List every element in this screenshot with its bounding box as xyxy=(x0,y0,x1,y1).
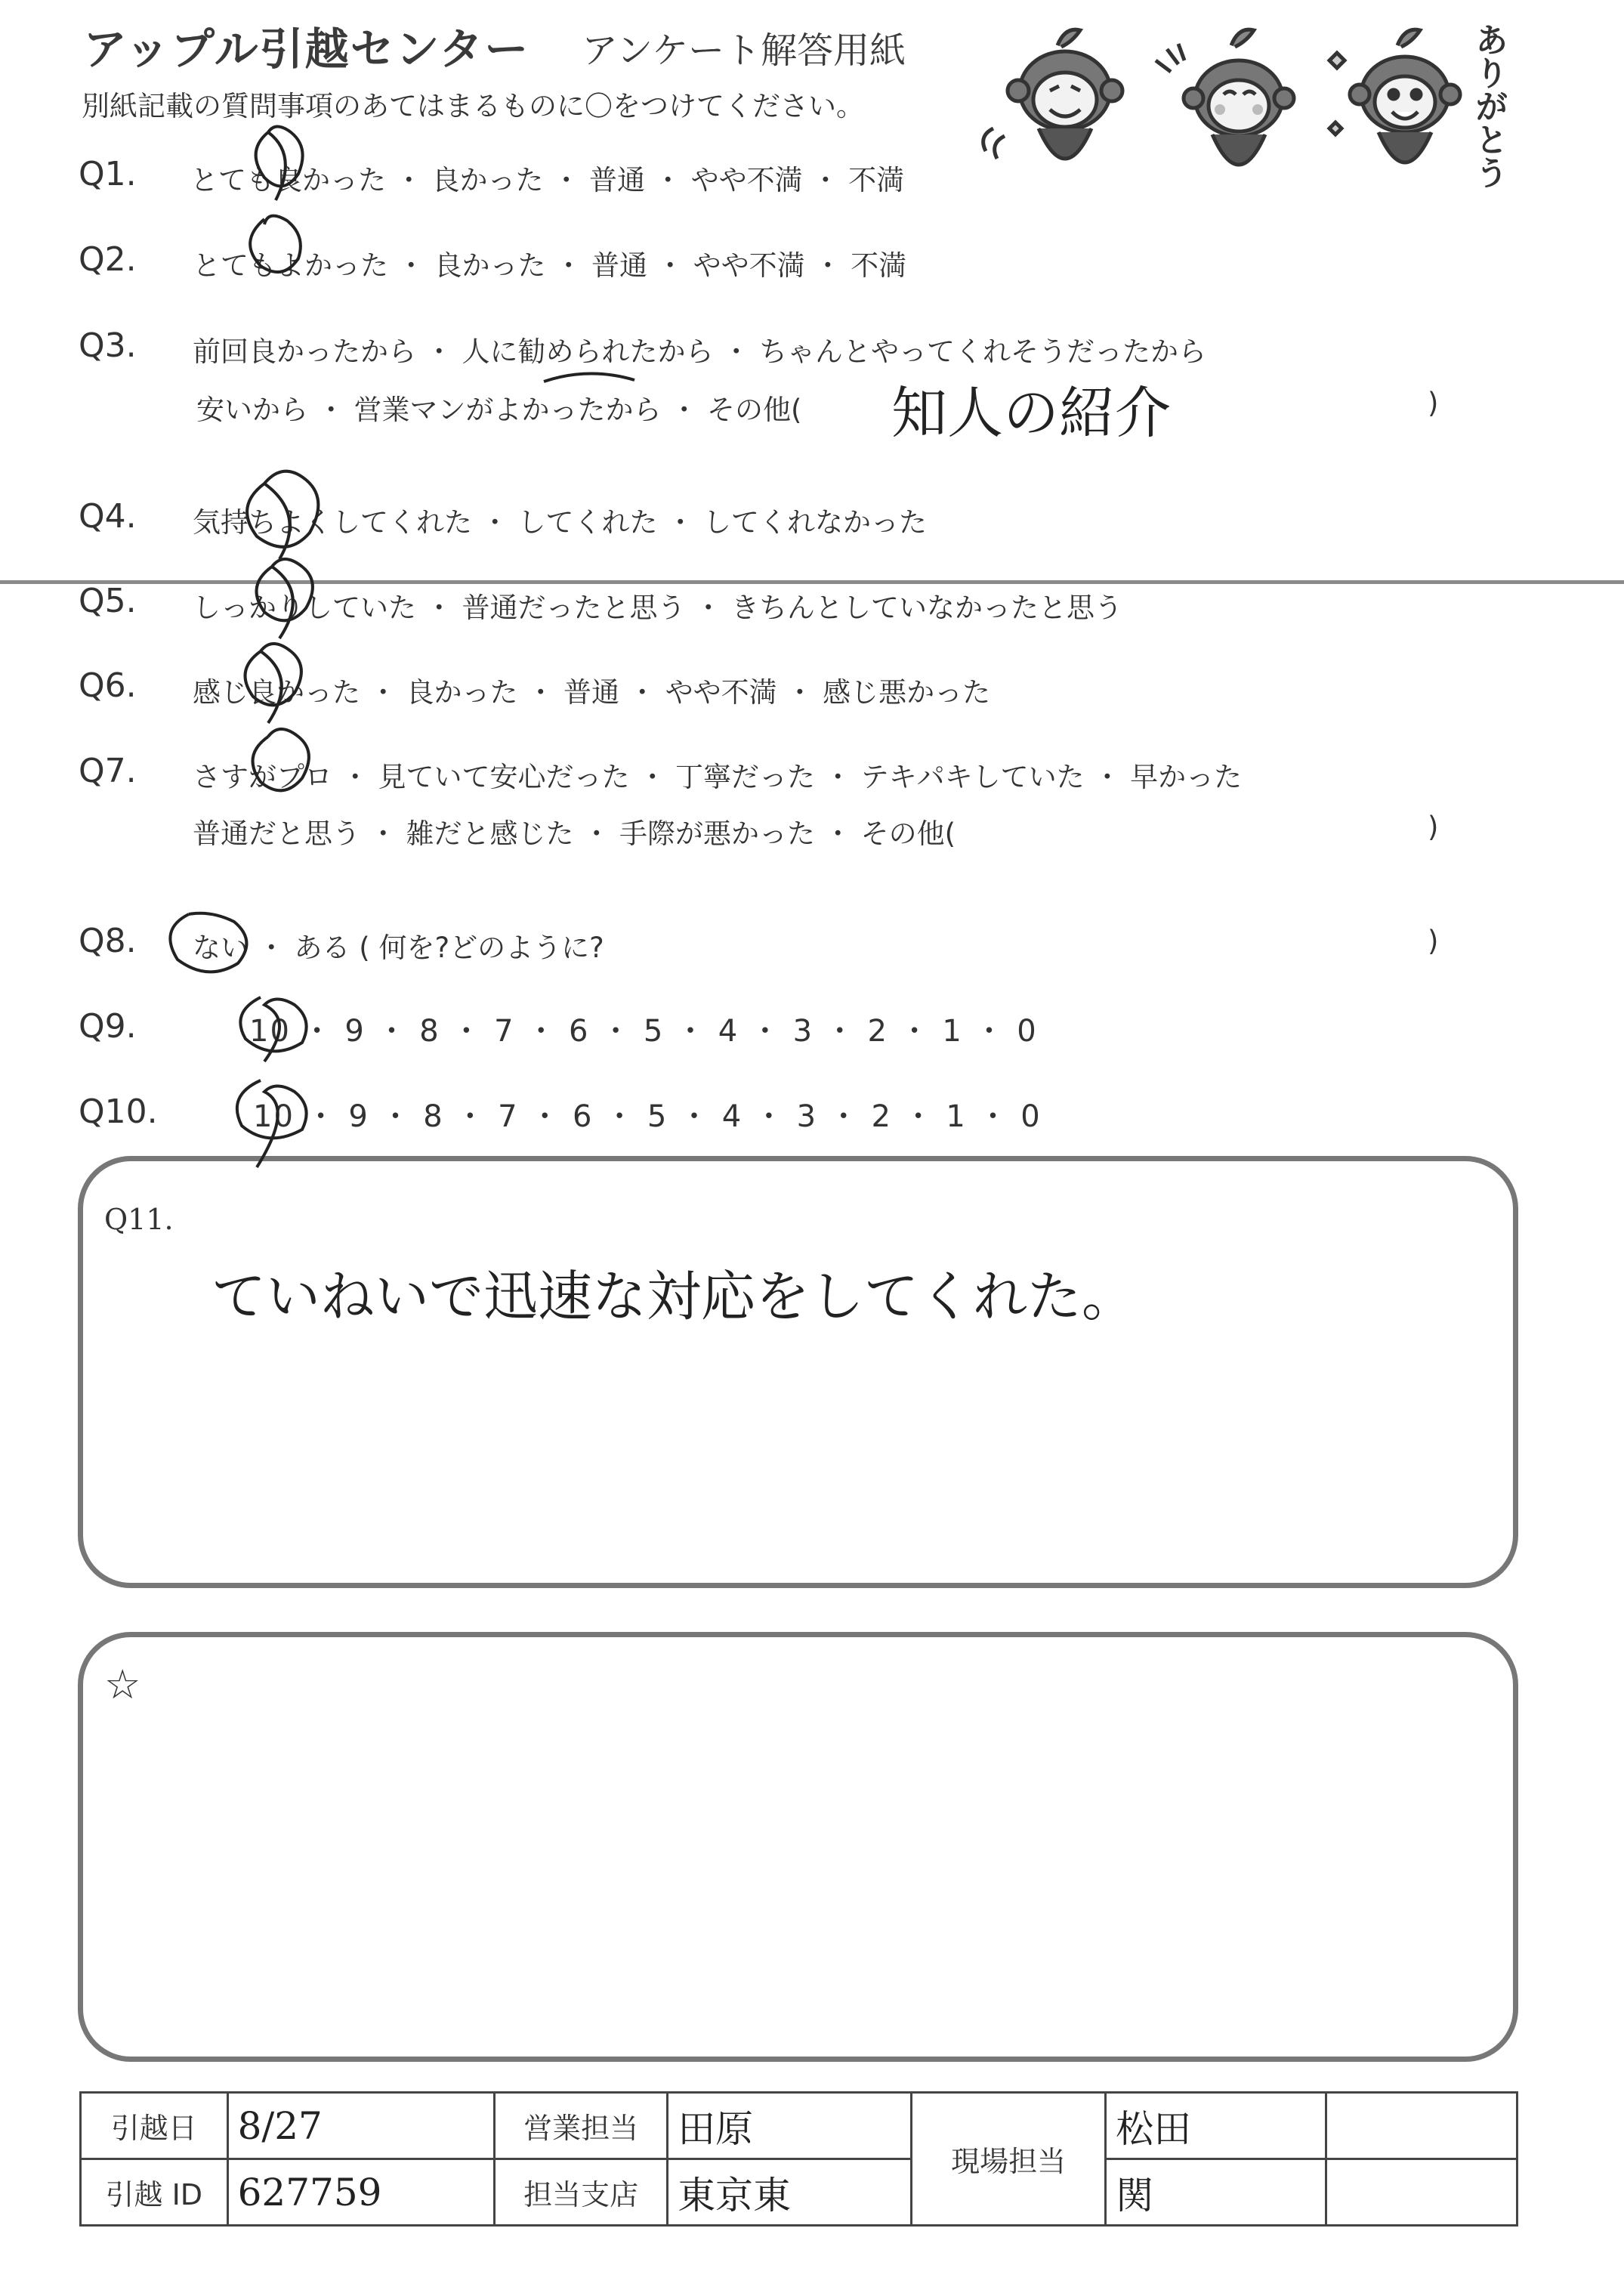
q10-label: Q10. xyxy=(79,1092,158,1131)
q8-label: Q8. xyxy=(79,922,137,960)
branch-label: 担当支店 xyxy=(495,2159,668,2226)
q3-options-line1[interactable]: 前回良かったから ・ 人に勧められたから ・ ちゃんとやってくれそうだったから xyxy=(193,335,1207,368)
q1-options[interactable]: とても良かった ・ 良かった ・ 普通 ・ やや不満 ・ 不満 xyxy=(190,164,905,196)
q3-circle-mark xyxy=(544,373,634,382)
move-id-value[interactable]: 627759 xyxy=(227,2159,495,2226)
branch-value[interactable]: 東京東 xyxy=(668,2159,912,2226)
q2-circle-mark xyxy=(250,216,301,272)
move-id-label: 引越 ID xyxy=(81,2159,228,2226)
q10-circle-mark xyxy=(237,1080,307,1167)
q1-label: Q1. xyxy=(79,155,137,193)
q11-handwritten-comment: ていねいで迅速な対応をしてくれた。 xyxy=(211,1265,1137,1328)
q3-options-line2[interactable]: 安いから ・ 営業マンがよかったから ・ その他( xyxy=(196,394,802,426)
move-info-table xyxy=(79,2091,1518,2227)
sales-rep-label: 営業担当 xyxy=(495,2093,668,2159)
mascot-caption: ありがとう xyxy=(1469,23,1508,189)
q2-options[interactable]: とてもよかった ・ 良かった ・ 普通 ・ やや不満 ・ 不満 xyxy=(193,249,907,282)
site-staff-label: 現場担当 xyxy=(912,2093,1106,2226)
sales-rep-value[interactable]: 田原 xyxy=(668,2093,912,2159)
q5-circle-mark xyxy=(257,559,313,638)
q10-scale[interactable]: 10 ・ 9 ・ 8 ・ 7 ・ 6 ・ 5 ・ 4 ・ 3 ・ 2 ・ 1 ・ 0 xyxy=(253,1099,1042,1134)
q6-circle-mark xyxy=(245,644,301,723)
q6-options[interactable]: 感じ良かった ・ 良かった ・ 普通 ・ やや不満 ・ 感じ悪かった xyxy=(193,676,991,709)
q6-label: Q6. xyxy=(79,666,137,705)
q5-label: Q5. xyxy=(79,582,137,620)
survey-title: アップル引越センター xyxy=(83,23,530,75)
extra-cell-2[interactable] xyxy=(1326,2159,1517,2226)
move-date-label: 引越日 xyxy=(81,2093,228,2159)
q9-circle-mark xyxy=(240,997,306,1062)
q3-other-handwritten: 知人の紹介 xyxy=(891,381,1171,446)
q2-label: Q2. xyxy=(79,240,137,279)
q8-close-paren: ) xyxy=(1428,925,1439,957)
q9-scale[interactable]: 10 ・ 9 ・ 8 ・ 7 ・ 6 ・ 5 ・ 4 ・ 3 ・ 2 ・ 1 ・ 0 xyxy=(249,1014,1038,1049)
move-date-value[interactable]: 8/27 xyxy=(227,2093,495,2159)
q3-label: Q3. xyxy=(79,326,137,365)
q7-close-paren: ) xyxy=(1428,811,1439,843)
q4-circle-mark xyxy=(247,471,318,559)
q7-label: Q7. xyxy=(79,752,137,790)
q11-label: Q11. xyxy=(104,1203,174,1236)
q8-options[interactable]: ない ・ ある ( 何を?どのように? xyxy=(193,932,604,964)
site-staff-value-2[interactable]: 関 xyxy=(1106,2159,1326,2226)
q4-options[interactable]: 気持ちよくしてくれた ・ してくれた ・ してくれなかった xyxy=(193,506,928,539)
instruction-text: 別紙記載の質問事項のあてはまるものに〇をつけてください。 xyxy=(82,90,864,122)
site-staff-value-1[interactable]: 松田 xyxy=(1106,2093,1326,2159)
q7-options-line2[interactable]: 普通だと思う ・ 雑だと感じた ・ 手際が悪かった ・ その他( xyxy=(193,817,956,850)
q4-label: Q4. xyxy=(79,497,137,536)
q8-circle-mark xyxy=(170,913,246,972)
q5-options[interactable]: しっかりしていた ・ 普通だったと思う ・ きちんとしていなかったと思う xyxy=(193,592,1123,624)
q1-circle-mark xyxy=(256,127,303,201)
extra-cell-1[interactable] xyxy=(1326,2093,1517,2159)
survey-subtitle: アンケート解答用紙 xyxy=(582,29,906,72)
q9-label: Q9. xyxy=(79,1007,137,1046)
q7-options-line1[interactable]: さすがプロ ・ 見ていて安心だった ・ 丁寧だった ・ テキパキしていた ・ 早かった xyxy=(193,761,1243,793)
star-icon: ☆ xyxy=(104,1661,141,1708)
q3-close-paren: ) xyxy=(1428,387,1439,419)
q7-circle-mark xyxy=(253,729,309,790)
